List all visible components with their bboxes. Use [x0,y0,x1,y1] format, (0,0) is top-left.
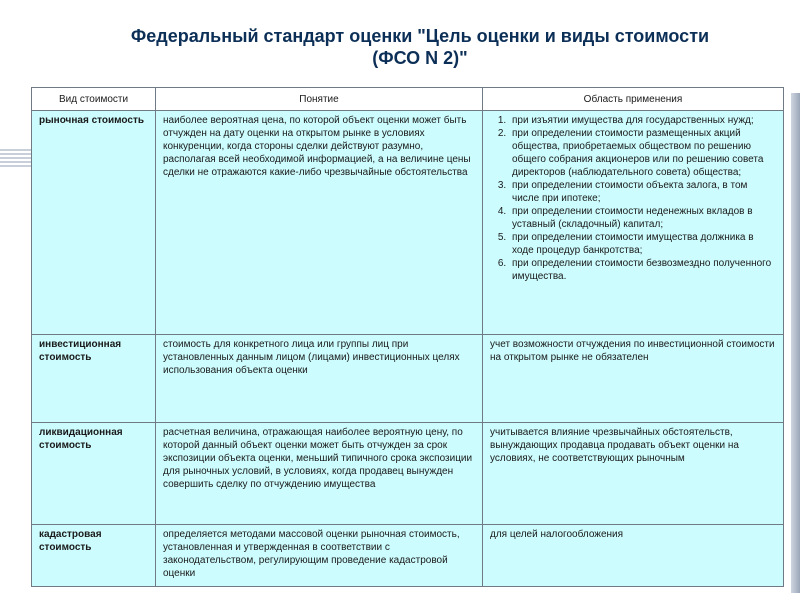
cell-value-type: рыночная стоимость [32,111,156,335]
cell-concept: расчетная величина, отражающая наиболее вероятную цену, по которой данный объект оценки может быть отчужден за срок экспозиции объекта оценки, меньший типичного срока экспозиции для рыночных условий, в условиях, когда продавец вынужден совершить сделку по отчуждению имущества [156,423,483,525]
table-row-cadastral [32,525,784,587]
table-header-row [32,88,784,111]
cell-concept: определяется методами массовой оценки рыночная стоимость, установленная и утвержденная в соответствии с законодательством, регулирующим проведение кадастровой оценки [156,525,483,587]
header-concept: Понятие [156,88,483,111]
application-item: 3. при определении стоимости объекта залога, в том числе при ипотеке; [509,179,777,205]
table-row-investment [32,335,784,423]
cell-value-type: ликвидационная стоимость [32,423,156,525]
application-item: 1. при изъятии имущества для государственных нужд; [509,114,777,127]
fso-table [31,87,784,587]
header-application: Область применения [483,88,784,111]
application-list [490,114,777,283]
table-row-liquidation [32,423,784,525]
cell-value-type: инвестиционная стоимость [32,335,156,423]
application-item: 6. при определении стоимости безвозмездно полученного имущества. [509,257,777,283]
application-item: 4. при определении стоимости неденежных вкладов в уставный (складочный) капитал; [509,205,777,231]
application-item: 5. при определении стоимости имущества должника в ходе процедур банкротства; [509,231,777,257]
cell-application: учет возможности отчуждения по инвестиционной стоимости на открытом рынке не обязателен [483,335,784,423]
slide-title-line-2: (ФСО N 2)" [372,48,468,68]
cell-application: для целей налогообложения [483,525,784,587]
table-row-market [32,111,784,335]
slide-right-edge [791,93,800,593]
slide-title-line-1: Федеральный стандарт оценки "Цель оценки и виды стоимости [130,26,710,46]
header-value-type: Вид стоимости [32,88,156,111]
cell-value-type: кадастровая стоимость [32,525,156,587]
cell-concept: наиболее вероятная цена, по которой объект оценки может быть отчужден на дату оценки на открытом рынке в условиях конкуренции, когда стороны сделки действуют разумно, располагая всей необходимой информацией, а на величине цены сделки не отражаются какие-либо чрезвычайные обстоятельства [156,111,483,335]
application-item: 2. при определении стоимости размещенных акций общества, приобретаемых обществом по решению общего собрания акционеров или по решению совета директоров (наблюдательного совета) общества; [509,127,777,179]
cell-application: учитывается влияние чрезвычайных обстоятельств, вынуждающих продавца продавать объект оценки на условиях, не соответствующих рыночным [483,423,784,525]
decorative-stripes [0,149,32,167]
slide-title [70,25,770,69]
cell-application [483,111,784,335]
cell-concept: стоимость для конкретного лица или группы лиц при установленных данным лицом (лицами) инвестиционных целях использования объекта оценки [156,335,483,423]
